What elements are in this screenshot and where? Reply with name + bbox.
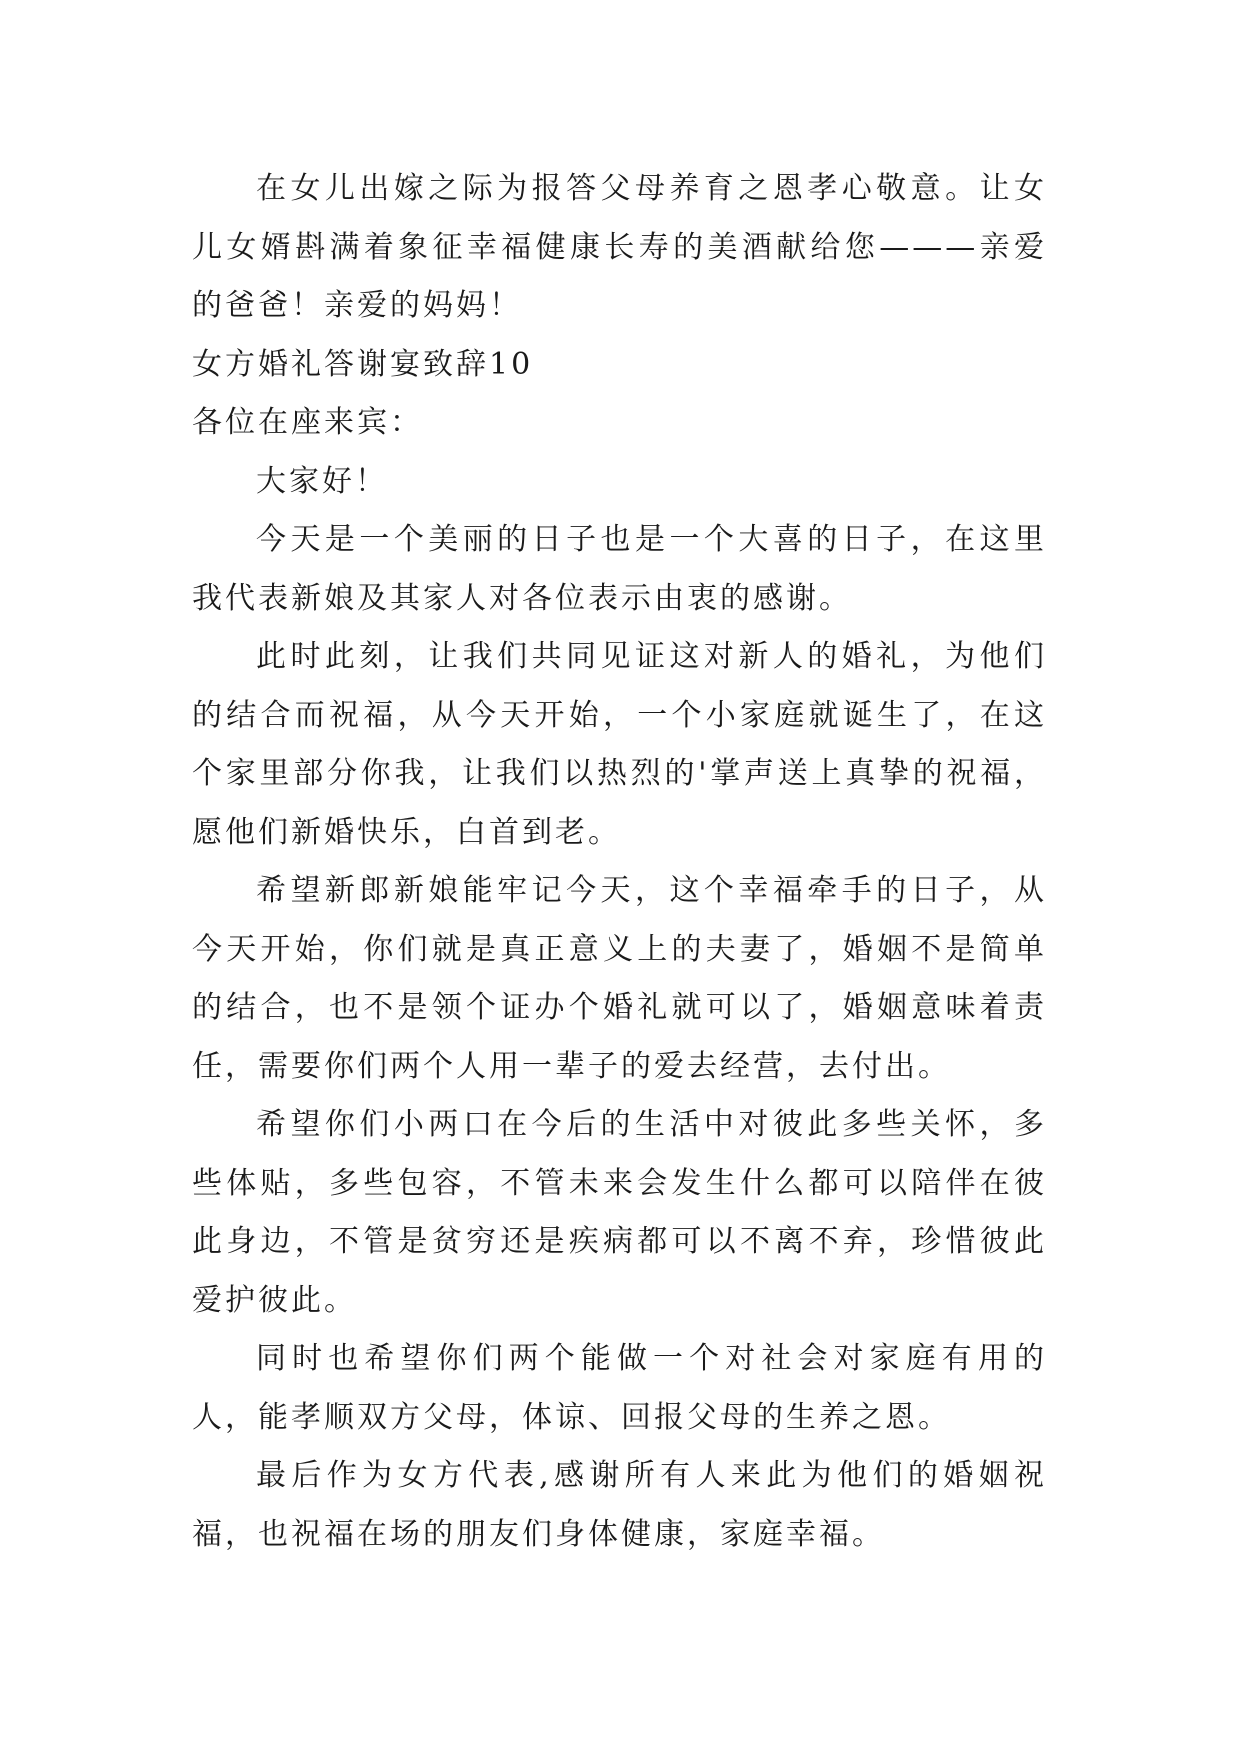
paragraph-closing: 最后作为女方代表,感谢所有人来此为他们的婚姻祝福，也祝福在场的朋友们身体健康，家庭幸福。	[192, 1458, 1047, 1552]
document-page	[192, 160, 1047, 1564]
paragraph-witness: 此时此刻，让我们共同见证这对新人的婚礼，为他们的结合而祝福，从今天开始，一个小家庭就诞生了，在这个家里部分你我，让我们以热烈的'掌声送上真挚的祝福，愿他们新婚快乐，白首到老。	[192, 639, 1047, 850]
paragraph-hope-society: 同时也希望你们两个能做一个对社会对家庭有用的人，能孝顺双方父母，体谅、回报父母的生养之恩。	[192, 1341, 1047, 1435]
section-heading: 女方婚礼答谢宴致辞10	[192, 346, 534, 382]
paragraph-hope-care: 希望你们小两口在今后的生活中对彼此多些关怀，多些体贴，多些包容，不管未来会发生什么都可以陪伴在彼此身边，不管是贫穷还是疾病都可以不离不弃，珍惜彼此爱护彼此。	[192, 1107, 1047, 1318]
salutation: 各位在座来宾：	[192, 405, 423, 440]
paragraph-thanks: 今天是一个美丽的日子也是一个大喜的日子，在这里我代表新娘及其家人对各位表示由衷的感谢。	[192, 522, 1047, 616]
paragraph-hope-couple: 希望新郎新娘能牢记今天，这个幸福牵手的日子，从今天开始，你们就是真正意义上的夫妻了，婚姻不是简单的结合，也不是领个证办个婚礼就可以了，婚姻意味着责任，需要你们两个人用一辈子的爱去经营，去付出。	[192, 873, 1047, 1084]
paragraph-toast: 在女儿出嫁之际为报答父母养育之恩孝心敬意。让女儿女婿斟满着象征幸福健康长寿的美酒献给您———亲爱的爸爸！亲爱的妈妈！	[192, 171, 1047, 323]
greeting: 大家好！	[256, 463, 388, 499]
